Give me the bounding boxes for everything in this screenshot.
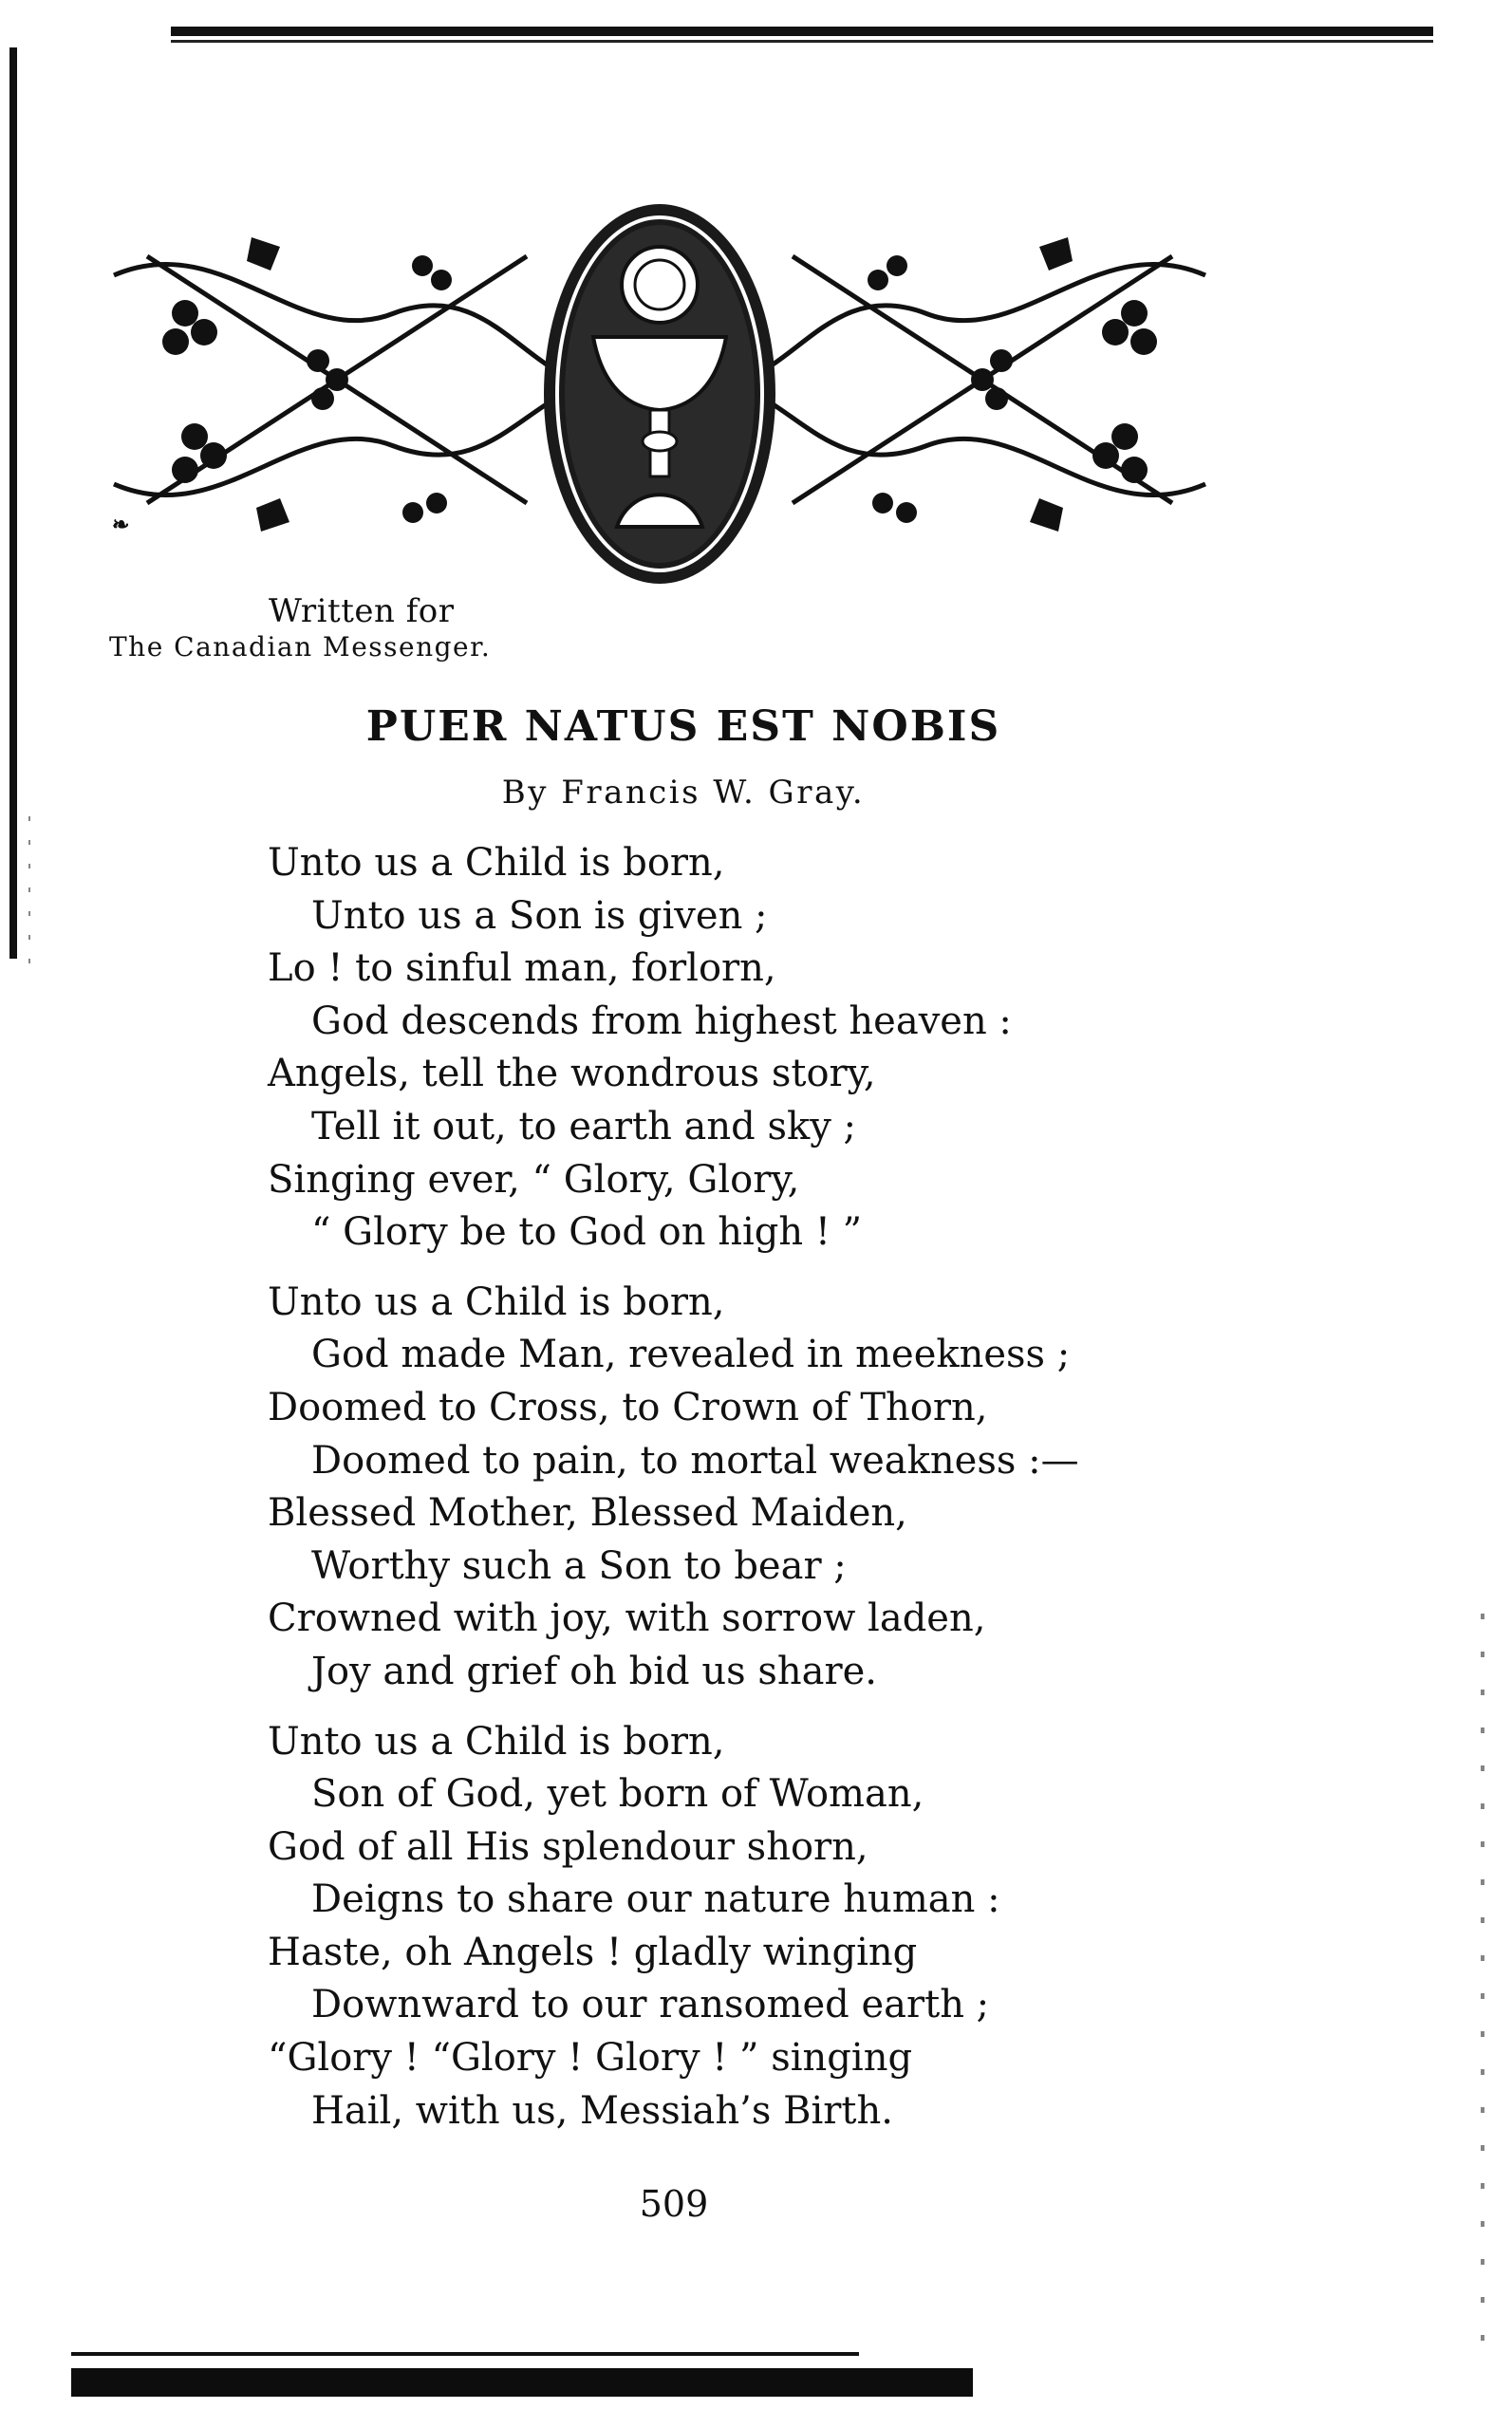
dedication — [109, 593, 641, 665]
verse-line: Son of God, yet born of Woman, — [311, 1772, 924, 1817]
margin-specks — [1481, 1614, 1484, 2363]
verse-line: Angels, tell the wondrous story, — [268, 1052, 876, 1096]
written-for-label: Written for — [269, 592, 455, 630]
verse-line: God of all His splendour shorn, — [268, 1824, 868, 1869]
verse-line: Joy and grief oh bid us share. — [311, 1649, 877, 1693]
verse-line: Blessed Mother, Blessed Maiden, — [268, 1491, 907, 1536]
left-border-rule — [9, 47, 17, 959]
verse-line: Haste, oh Angels ! gladly winging — [268, 1930, 918, 1974]
printer-mark-icon: ❧ — [112, 513, 130, 537]
bottom-border-rule — [71, 2368, 973, 2397]
verse-line: Deigns to share our nature human : — [311, 1877, 1000, 1922]
poem-byline: By Francis W. Gray. — [501, 774, 866, 812]
top-border-rule — [171, 27, 1433, 36]
verse-line: Worthy such a Son to bear ; — [311, 1543, 847, 1588]
chalice-host-vine-ornament-icon — [109, 199, 1210, 598]
margin-specks-left — [28, 816, 30, 968]
verse-line: “ Glory be to God on high ! ” — [311, 1210, 863, 1255]
poem-body — [268, 837, 1217, 2155]
stanza — [268, 1716, 1217, 2138]
poem-title: PUER NATUS EST NOBIS — [365, 702, 1001, 751]
stanza — [268, 837, 1217, 1260]
verse-line: Hail, with us, Messiah’s Birth. — [311, 2088, 893, 2133]
verse-line: Doomed to Cross, to Crown of Thorn, — [268, 1385, 988, 1429]
top-border-thin-rule — [171, 40, 1433, 43]
verse-line: Crowned with joy, with sorrow laden, — [268, 1597, 986, 1641]
stanza — [268, 1277, 1217, 1699]
verse-line: Downward to our ransomed earth ; — [311, 1983, 990, 2027]
verse-line: Unto us a Child is born, — [268, 841, 725, 885]
verse-line: Doomed to pain, to mortal weakness :— — [311, 1438, 1079, 1483]
verse-line: Unto us a Child is born, — [268, 1719, 725, 1764]
verse-line: “Glory ! “Glory ! Glory ! ” singing — [268, 2036, 913, 2081]
verse-line: Tell it out, to earth and sky ; — [311, 1104, 857, 1148]
verse-line: Singing ever, “ Glory, Glory, — [268, 1157, 800, 1202]
verse-line: Unto us a Son is given ; — [311, 893, 768, 938]
verse-line: God made Man, revealed in meekness ; — [311, 1333, 1071, 1377]
verse-line: Unto us a Child is born, — [268, 1279, 725, 1324]
page-number: 509 — [639, 2183, 709, 2225]
bottom-border-thin-rule — [71, 2352, 859, 2356]
verse-line: Lo ! to sinful man, forlorn, — [268, 946, 776, 991]
publication-name: The Canadian Messenger. — [109, 631, 492, 663]
verse-line: God descends from highest heaven : — [311, 999, 1012, 1043]
